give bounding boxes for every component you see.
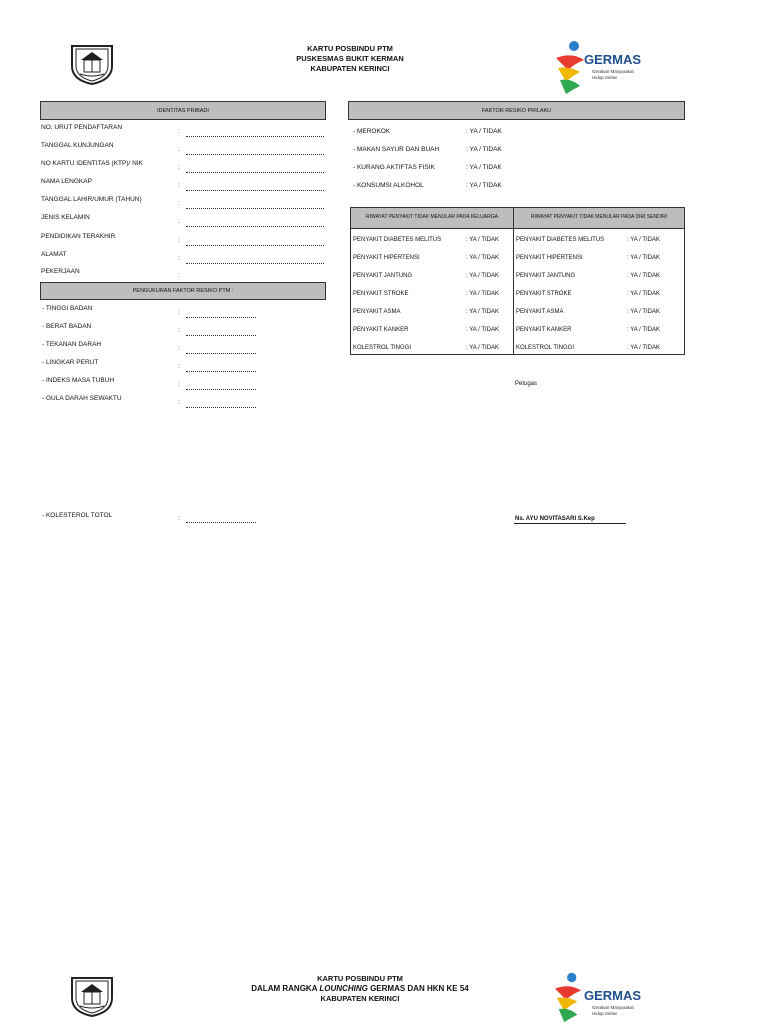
riwayat-keluarga-option[interactable]: : YA / TIDAK xyxy=(466,309,500,315)
header-title xyxy=(250,44,450,74)
pengukuran-field-colon: : xyxy=(178,309,180,316)
perilaku-item-label: - MAKAN SAYUR DAN BUAH xyxy=(353,146,440,153)
riwayat-keluarga-item: PENYAKIT JANTUNG xyxy=(353,273,413,279)
pengukuran-field-label: - LINGKAR PERUT xyxy=(42,359,99,366)
petugas-label: Petugas xyxy=(515,381,538,387)
identitas-field-colon: : xyxy=(178,255,180,262)
riwayat-keluarga-item: PENYAKIT KANKER xyxy=(353,327,409,333)
pengukuran-field-label: - GULA DARAH SEWAKTU xyxy=(42,395,122,402)
pengukuran-field-label: - BERAT BADAN xyxy=(42,323,92,330)
kolesterol-field[interactable] xyxy=(186,522,256,523)
riwayat-sendiri-heading: RIWAYAT PENYAKIT TIDAK MENULAR PADA DIRI SENDIRI xyxy=(530,214,668,220)
riwayat-divider xyxy=(513,207,514,355)
footer-germas-tagline-2: Hidup Sehat xyxy=(592,1011,617,1016)
regency-emblem xyxy=(66,40,118,86)
identitas-field-label: NAMA LENGKAP xyxy=(41,178,92,185)
perilaku-item-option[interactable]: : YA / TIDAK xyxy=(466,164,502,171)
riwayat-sendiri-option[interactable]: : YA / TIDAK xyxy=(627,309,661,315)
footer-regency-emblem xyxy=(66,972,118,1018)
footer-line2-b: LOUNCHING xyxy=(319,984,368,993)
germas-logo xyxy=(550,38,660,98)
identitas-field-colon: : xyxy=(178,237,180,244)
riwayat-keluarga-item: PENYAKIT HIPERTENSI xyxy=(353,255,420,261)
footer-germas-brand: GERMAS xyxy=(584,988,642,1003)
identitas-field-input[interactable] xyxy=(186,263,324,264)
riwayat-sendiri-option[interactable]: : YA / TIDAK xyxy=(627,345,661,351)
identitas-field-label: NO KARTU IDENTITAS (KTP)/ NIK xyxy=(41,160,143,167)
kolesterol-label: - KOLESTEROL TOTOL xyxy=(42,512,113,519)
header-line1: KARTU POSBINDU PTM xyxy=(307,44,393,53)
footer-line2-a: DALAM RANGKA xyxy=(251,984,320,993)
perilaku-item-option[interactable]: : YA / TIDAK xyxy=(466,128,502,135)
pengukuran-field-label: - INDEKS MASA TUBUH xyxy=(42,377,115,384)
riwayat-sendiri-item: KOLESTROL TINGGI xyxy=(516,345,575,351)
perilaku-item-label: - MEROKOK xyxy=(353,128,391,135)
footer-germas-tagline-1: Gerakan Masyarakat xyxy=(592,1005,634,1010)
pengukuran-field-input[interactable] xyxy=(186,389,256,390)
footer-line3: KABUPATEN KERINCI xyxy=(320,994,400,1003)
identitas-field-label: TANGGAL KUNJUNGAN xyxy=(41,142,114,149)
identitas-field-label: NO. URUT PENDAFTARAN xyxy=(41,124,123,131)
identitas-field-input[interactable] xyxy=(186,172,324,173)
identitas-field-label: TANGGAL LAHIR/UMUR (TAHUN) xyxy=(41,196,142,203)
footer-line1: KARTU POSBINDU PTM xyxy=(317,974,403,983)
riwayat-keluarga-item: KOLESTROL TINGGI xyxy=(353,345,412,351)
pengukuran-field-input[interactable] xyxy=(186,353,256,354)
riwayat-keluarga-option[interactable]: : YA / TIDAK xyxy=(466,273,500,279)
riwayat-keluarga-option[interactable]: : YA / TIDAK xyxy=(466,255,500,261)
faktor-perilaku-heading: FAKTOR RESIKO PRILAKU xyxy=(348,101,685,120)
riwayat-sendiri-item: PENYAKIT DIABETES MELITUS xyxy=(516,237,605,243)
riwayat-sendiri-option[interactable]: : YA / TIDAK xyxy=(627,327,661,333)
identitas-field-colon: : xyxy=(178,218,180,225)
identitas-field-colon: : xyxy=(178,128,180,135)
identitas-field-input[interactable] xyxy=(186,136,324,137)
pengukuran-field-colon: : xyxy=(178,381,180,388)
germas-tagline-1: Gerakan Masyarakat xyxy=(592,69,634,74)
identitas-field-label: PEKERJAAN xyxy=(41,268,80,275)
pengukuran-field-input[interactable] xyxy=(186,371,256,372)
riwayat-sendiri-option[interactable]: : YA / TIDAK xyxy=(627,237,661,243)
petugas-signature-line xyxy=(514,523,626,524)
pengukuran-field-colon: : xyxy=(178,363,180,370)
pengukuran-field-colon: : xyxy=(178,345,180,352)
riwayat-keluarga-item: PENYAKIT ASMA xyxy=(353,309,401,315)
identitas-field-colon: : xyxy=(178,200,180,207)
identitas-field-input[interactable] xyxy=(186,245,324,246)
pengukuran-field-colon: : xyxy=(178,399,180,406)
riwayat-sendiri-item: PENYAKIT JANTUNG xyxy=(516,273,576,279)
riwayat-sendiri-item: PENYAKIT KANKER xyxy=(516,327,572,333)
riwayat-keluarga-option[interactable]: : YA / TIDAK xyxy=(466,291,500,297)
riwayat-keluarga-option[interactable]: : YA / TIDAK xyxy=(466,345,500,351)
pengukuran-field-label: - TEKANAN DARAH xyxy=(42,341,102,348)
footer-line2-c: GERMAS DAN HKN KE 54 xyxy=(367,984,469,993)
footer-title xyxy=(200,974,520,1004)
riwayat-sendiri-item: PENYAKIT ASMA xyxy=(516,309,564,315)
identitas-field-colon: : xyxy=(178,164,180,171)
riwayat-keluarga-option[interactable]: : YA / TIDAK xyxy=(466,237,500,243)
riwayat-keluarga-item: PENYAKIT DIABETES MELITUS xyxy=(353,237,442,243)
identitas-heading: IDENTITAS PRIBADI xyxy=(40,101,326,120)
germas-tagline-2: Hidup Sehat xyxy=(592,75,617,80)
pengukuran-field-label: - TINGGI BADAN xyxy=(42,305,93,312)
identitas-field-colon: : xyxy=(178,146,180,153)
identitas-field-label: PENDIDIKAN TERAKHIR xyxy=(41,233,116,240)
identitas-field-label: ALAMAT xyxy=(41,251,67,258)
riwayat-keluarga-heading: RIWAYAT PENYAKIT TIDAK MENULAR PADA KELUARGA xyxy=(366,214,498,220)
germas-brand: GERMAS xyxy=(584,52,642,67)
riwayat-sendiri-option[interactable]: : YA / TIDAK xyxy=(627,273,661,279)
pengukuran-field-input[interactable] xyxy=(186,335,256,336)
perilaku-item-label: - KONSUMSI ALKOHOL xyxy=(353,182,424,189)
identitas-field-colon: : xyxy=(178,182,180,189)
identitas-field-input[interactable] xyxy=(186,154,324,155)
riwayat-keluarga-option[interactable]: : YA / TIDAK xyxy=(466,327,500,333)
riwayat-keluarga-item: PENYAKIT STROKE xyxy=(353,291,409,297)
perilaku-item-option[interactable]: : YA / TIDAK xyxy=(466,182,502,189)
riwayat-sendiri-item: PENYAKIT HIPERTENSI xyxy=(516,255,583,261)
identitas-field-label: JENIS KELAMIN xyxy=(41,214,90,221)
kolesterol-colon: : xyxy=(178,515,180,522)
identitas-field-input[interactable] xyxy=(186,226,324,227)
perilaku-item-option[interactable]: : YA / TIDAK xyxy=(466,146,502,153)
pengukuran-heading: PENGUKURAN FAKTOR RESIKO PTM : xyxy=(40,282,326,300)
footer-germas-logo xyxy=(548,970,658,1024)
pengukuran-field-input[interactable] xyxy=(186,407,256,408)
pengukuran-field-colon: : xyxy=(178,327,180,334)
identitas-field-colon: : xyxy=(178,272,180,279)
identitas-field-input[interactable] xyxy=(186,190,324,191)
perilaku-item-label: - KURANG AKTIFTAS FISIK xyxy=(353,164,435,171)
footer-line2 xyxy=(200,984,520,994)
header-line3: KABUPATEN KERINCI xyxy=(310,64,390,73)
petugas-name: Ns. AYU NOVITASARI S.Kep xyxy=(515,516,595,522)
header-line2: PUSKESMAS BUKIT KERMAN xyxy=(296,54,404,63)
riwayat-sendiri-option[interactable]: : YA / TIDAK xyxy=(627,291,661,297)
identitas-field-input[interactable] xyxy=(186,208,324,209)
riwayat-sendiri-item: PENYAKIT STROKE xyxy=(516,291,572,297)
riwayat-sendiri-option[interactable]: : YA / TIDAK xyxy=(627,255,661,261)
pengukuran-field-input[interactable] xyxy=(186,317,256,318)
